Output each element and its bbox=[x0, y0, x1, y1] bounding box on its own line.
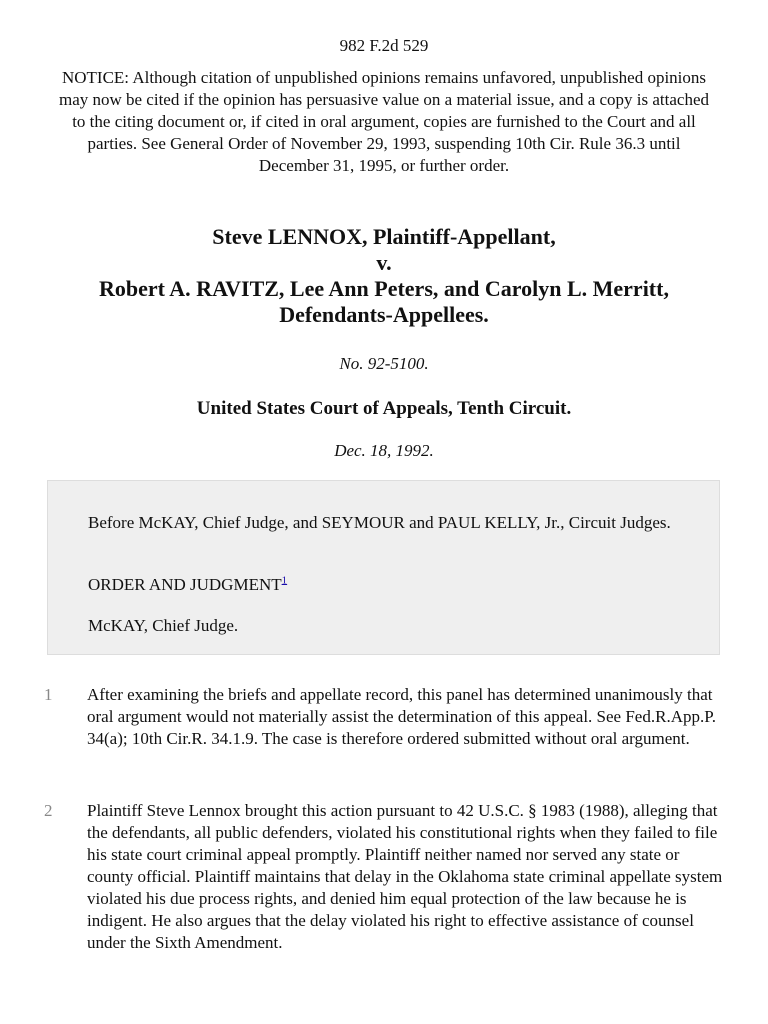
paragraph-text: Plaintiff Steve Lennox brought this action pursuant to 42 U.S.C. § 1983 (1988), alleging that the defendants, all public defenders, violated his constitutional rights when they failed to file his state court criminal appeal promptly. Plaintiff neither named nor served any state or county official. Plaintiff maintains that delay in the Oklahoma state criminal appellate system violated his due process rights, and denied him equal protection of the law because he is indigent. He also argues that the delay violated his right to effective assistance of counsel under the Sixth Amendment. bbox=[87, 801, 723, 952]
order-heading bbox=[88, 574, 688, 596]
paragraph-text: After examining the briefs and appellate record, this panel has determined unanimously that oral argument would not materially assist the determination of this appeal. See Fed.R.App.P. 34(a); 10th Cir.R. 34.1.9. The case is therefore ordered submitted without oral argument. bbox=[87, 685, 717, 748]
versus-line: v. bbox=[376, 250, 392, 275]
unpublished-notice: NOTICE: Although citation of unpublished opinions remains unfavored, unpublished opinions may now be cited if the opinion has persuasive value on a material issue, and a copy is attached to the citing document or, if cited in oral argument, copies are furnished to the Court and all parties. See General Order of November 29, 1993, suspending 10th Cir. Rule 36.3 until December 31, 1995, or further order. bbox=[58, 68, 710, 175]
opinion-author: McKAY, Chief Judge. bbox=[88, 616, 239, 635]
prelims-box bbox=[47, 480, 720, 655]
court-name: United States Court of Appeals, Tenth Circuit. bbox=[196, 398, 572, 419]
footnote-link[interactable]: 1 bbox=[281, 574, 288, 587]
panel-judges: Before McKAY, Chief Judge, and SEYMOUR and PAUL KELLY, Jr., Circuit Judges. bbox=[88, 513, 671, 532]
paragraph-number: 2 bbox=[44, 801, 53, 820]
docket-number: No. 92-5100. bbox=[339, 354, 429, 373]
defendants-line: Robert A. RAVITZ, Lee Ann Peters, and Carolyn L. Merritt, Defendants-Appellees. bbox=[99, 276, 669, 327]
plaintiff-line: Steve LENNOX, Plaintiff-Appellant, bbox=[212, 224, 556, 249]
case-caption bbox=[40, 224, 728, 328]
case-citation: 982 F.2d 529 bbox=[339, 36, 429, 55]
order-title: ORDER AND JUDGMENT bbox=[88, 575, 282, 594]
paragraph-number: 1 bbox=[44, 685, 53, 704]
decision-date: Dec. 18, 1992. bbox=[334, 441, 434, 460]
